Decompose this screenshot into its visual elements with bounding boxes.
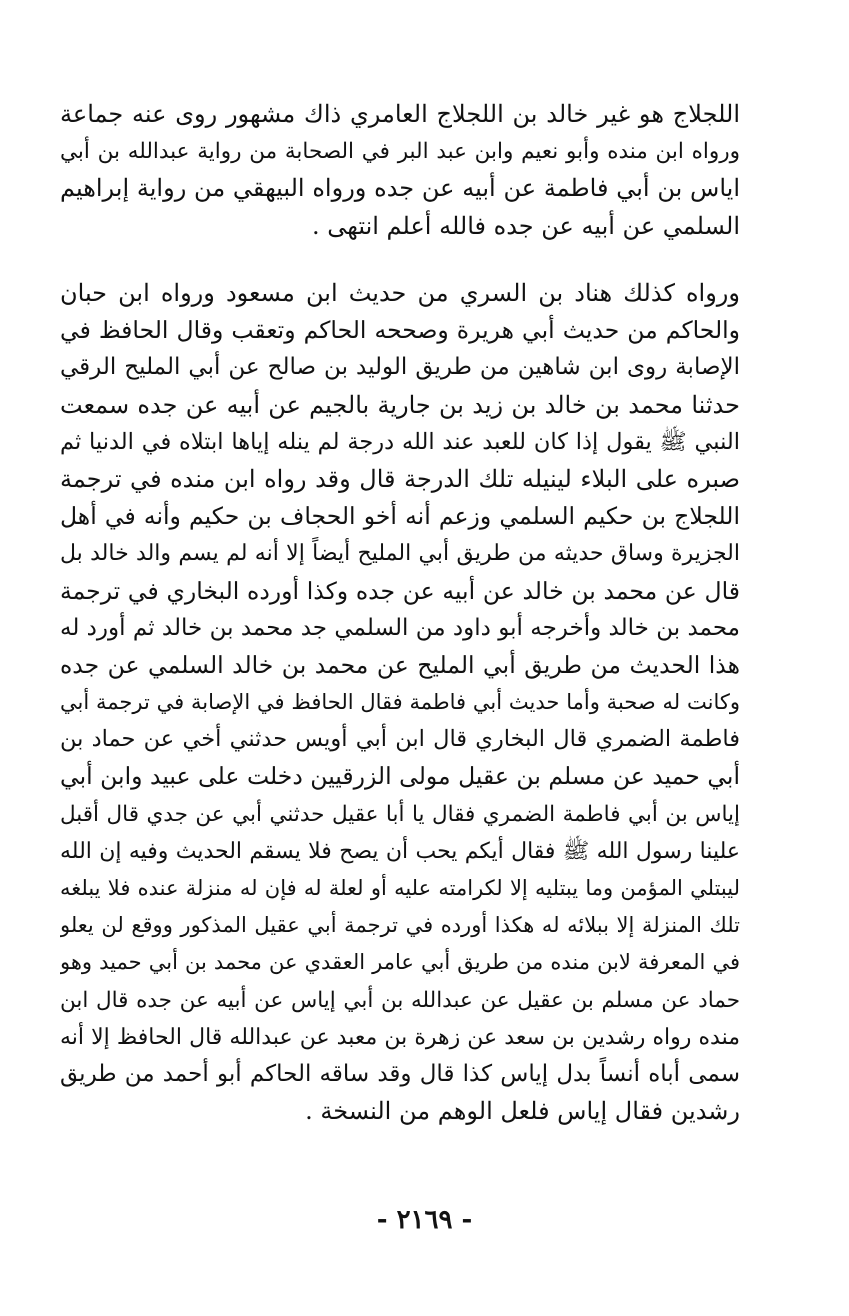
- text-line: تلك المنزلة إلا ببلائه له هكذا أورده في ترجمة أبي عقيل المذكور ووقع لن يعلو: [60, 913, 740, 938]
- text-line: السلمي عن أبيه عن جده فالله أعلم انتهى .: [312, 211, 740, 240]
- text-line: ورواه كذلك هناد بن السري من حديث ابن مسعود ورواه ابن حبان: [60, 279, 740, 307]
- text-line: اللجلاج بن حكيم السلمي وزعم أنه أخو الحجاف بن حكيم وأنه في أهل: [60, 502, 740, 531]
- text-line: وكانت له صحبة وأما حديث أبي فاطمة فقال الحافظ في الإصابة في ترجمة أبي: [60, 690, 740, 715]
- text-line: النبي ﷺ يقول إذا كان للعبد عند الله درجة لم ينله إياها ابتلاه في الدنيا ثم: [60, 428, 740, 455]
- text-line: اياس بن أبي فاطمة عن أبيه عن جده ورواه البيهقي من رواية إبراهيم: [60, 174, 740, 203]
- text-line: فاطمة الضمري قال البخاري قال ابن أبي أويس حدثني أخي عن حماد بن: [60, 726, 740, 753]
- text-line: رشدين فقال إياس فلعل الوهم من النسخة .: [305, 1097, 740, 1126]
- page-number: - ٢١٦٩ -: [376, 1205, 473, 1235]
- text-line: محمد بن خالد وأخرجه أبو داود من السلمي جد محمد بن خالد ثم أورد له: [60, 614, 740, 641]
- text-line: منده رواه رشدين بن سعد عن زهرة بن معبد عن عبدالله قال الحافظ إلا أنه: [60, 1024, 740, 1050]
- text-line: قال عن محمد بن خالد عن أبيه عن جده وكذا أورده البخاري في ترجمة: [60, 576, 740, 605]
- text-line: الإصابة روى ابن شاهين من طريق الوليد بن صالح عن أبي المليح الرقي: [60, 354, 740, 381]
- text-line: حدثنا محمد بن خالد بن زيد بن جارية بالجيم عن أبيه عن جده سمعت: [60, 390, 740, 419]
- paragraph-1: [60, 96, 740, 245]
- text-line: حماد عن مسلم بن عقيل عن عبدالله بن أبي إياس عن أبيه عن جده قال ابن: [60, 987, 740, 1013]
- text-line: الجزيرة وساق حديثه من طريق أبي المليح أيضاً إلا أنه لم يسم والد خالد بل: [60, 541, 740, 567]
- text-line: اللجلاج هو غير خالد بن اللجلاج العامري ذاك مشهور روى عنه جماعة: [60, 100, 740, 128]
- text-line: في المعرفة لابن منده من طريق أبي عامر العقدي عن محمد بن أبي حميد وهو: [60, 950, 740, 975]
- text-line: صبره على البلاء لينيله تلك الدرجة قال وقد رواه ابن منده في ترجمة: [60, 464, 740, 493]
- text-line: علينا رسول الله ﷺ فقال أيكم يحب أن يصح فلا يسقم الحديث وفيه إن الله: [60, 838, 740, 864]
- text-line: سمى أباه أنساً بدل إياس كذا قال وقد ساقه الحاكم أبو أحمد من طريق: [60, 1060, 740, 1087]
- text-line: ليبتلي المؤمن وما يبتليه إلا لكرامته عليه أو لعلة له فإن له منزلة عنده فلا يبلغه: [60, 876, 740, 900]
- paragraph-2: [60, 275, 740, 1130]
- text-line: إياس بن أبي فاطمة الضمري فقال يا أبا عقيل حدثني أبي عن جدي قال أقبل: [60, 801, 740, 827]
- text-line: أبي حميد عن مسلم بن عقيل مولى الزرقيين دخلت على عبيد وابن أبي: [60, 762, 740, 791]
- text-line: هذا الحديث من طريق أبي المليح عن محمد بن خالد السلمي عن جده: [60, 650, 740, 679]
- text-line: والحاكم من حديث أبي هريرة وصححه الحاكم وتعقب وقال الحافظ في: [60, 316, 740, 345]
- text-line: ورواه ابن منده وأبو نعيم وابن عبد البر في الصحابة من رواية عبدالله بن أبي: [60, 139, 740, 165]
